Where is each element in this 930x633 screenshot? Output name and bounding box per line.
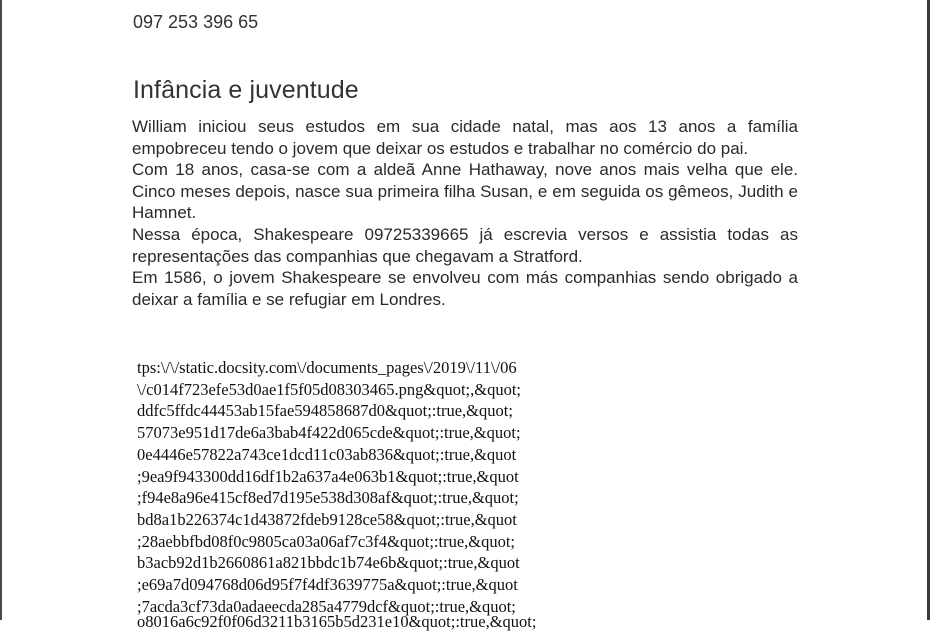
- url-line: ;7acda3cf73da0adaeecda285a4779dcf&quot;:true,&quot;: [137, 596, 516, 616]
- url-line: bd8a1b226374c1d43872fdeb9128ce58&quot;:true,&quot: [137, 509, 517, 529]
- phone-number: 097 253 396 65: [133, 12, 259, 32]
- page-left-edge: [0, 0, 2, 620]
- url-line-partial: o8016a6c92f0f06d3211b3165b5d231e10&quot;:true,&quot;: [137, 612, 537, 631]
- url-line: ;9ea9f943300dd16df1b2a637a4e063b1&quot;:true,&quot: [137, 466, 519, 486]
- cut-off-line: [137, 611, 537, 631]
- paragraph: William iniciou seus estudos em sua cidade natal, mas aos 13 anos a família empobreceu tendo o jovem que deixar os estudos e trabalhar no comércio do pai.: [132, 117, 798, 158]
- section-heading: Infância e juventude: [133, 76, 359, 104]
- paragraph: Em 1586, o jovem Shakespeare se envolveu com más companhias sendo obrigado a deixar a família e se refugiar em Londres.: [132, 268, 798, 309]
- url-line: 57073e951d17de6a3bab4f422d065cde&quot;:true,&quot;: [137, 423, 521, 443]
- url-text-block: [137, 357, 597, 617]
- body-text: [132, 116, 798, 310]
- url-line: 0e4446e57822a743ce1dcd11c03ab836&quot;:true,&quot: [137, 444, 517, 464]
- paragraph: Nessa época, Shakespeare 09725339665 já escrevia versos e assistia todas as representações das companhias que chegavam a Stratford.: [132, 224, 798, 266]
- paragraph: Com 18 anos, casa-se com a aldeã Anne Hathaway, nove anos mais velha que ele. Cinco meses depois, nasce sua primeira filha Susan, e em seguida os gêmeos, Judith e Hamnet.: [132, 160, 798, 223]
- url-line: \/c014f723efe53d0ae1f5f05d08303465.png&quot;,&quot;: [137, 379, 522, 399]
- url-line: ;e69a7d094768d06d95f7f4df3639775a&quot;:true,&quot: [137, 575, 518, 595]
- url-line: tps:\/\/static.docsity.com\/documents_pages\/2019\/11\/06: [137, 358, 517, 377]
- url-line: ;f94e8a96e415cf8ed7d195e538d308af&quot;:true,&quot;: [137, 488, 519, 508]
- url-line: ;28aebbfbd08f0c9805ca03a06af7c3f4&quot;:true,&quot;: [137, 531, 516, 551]
- url-line: ddfc5ffdc44453ab15fae594858687d0&quot;:true,&quot;: [137, 401, 513, 421]
- url-line: b3acb92d1b2660861a821bbdc1b74e6b&quot;:true,&quot: [137, 553, 520, 573]
